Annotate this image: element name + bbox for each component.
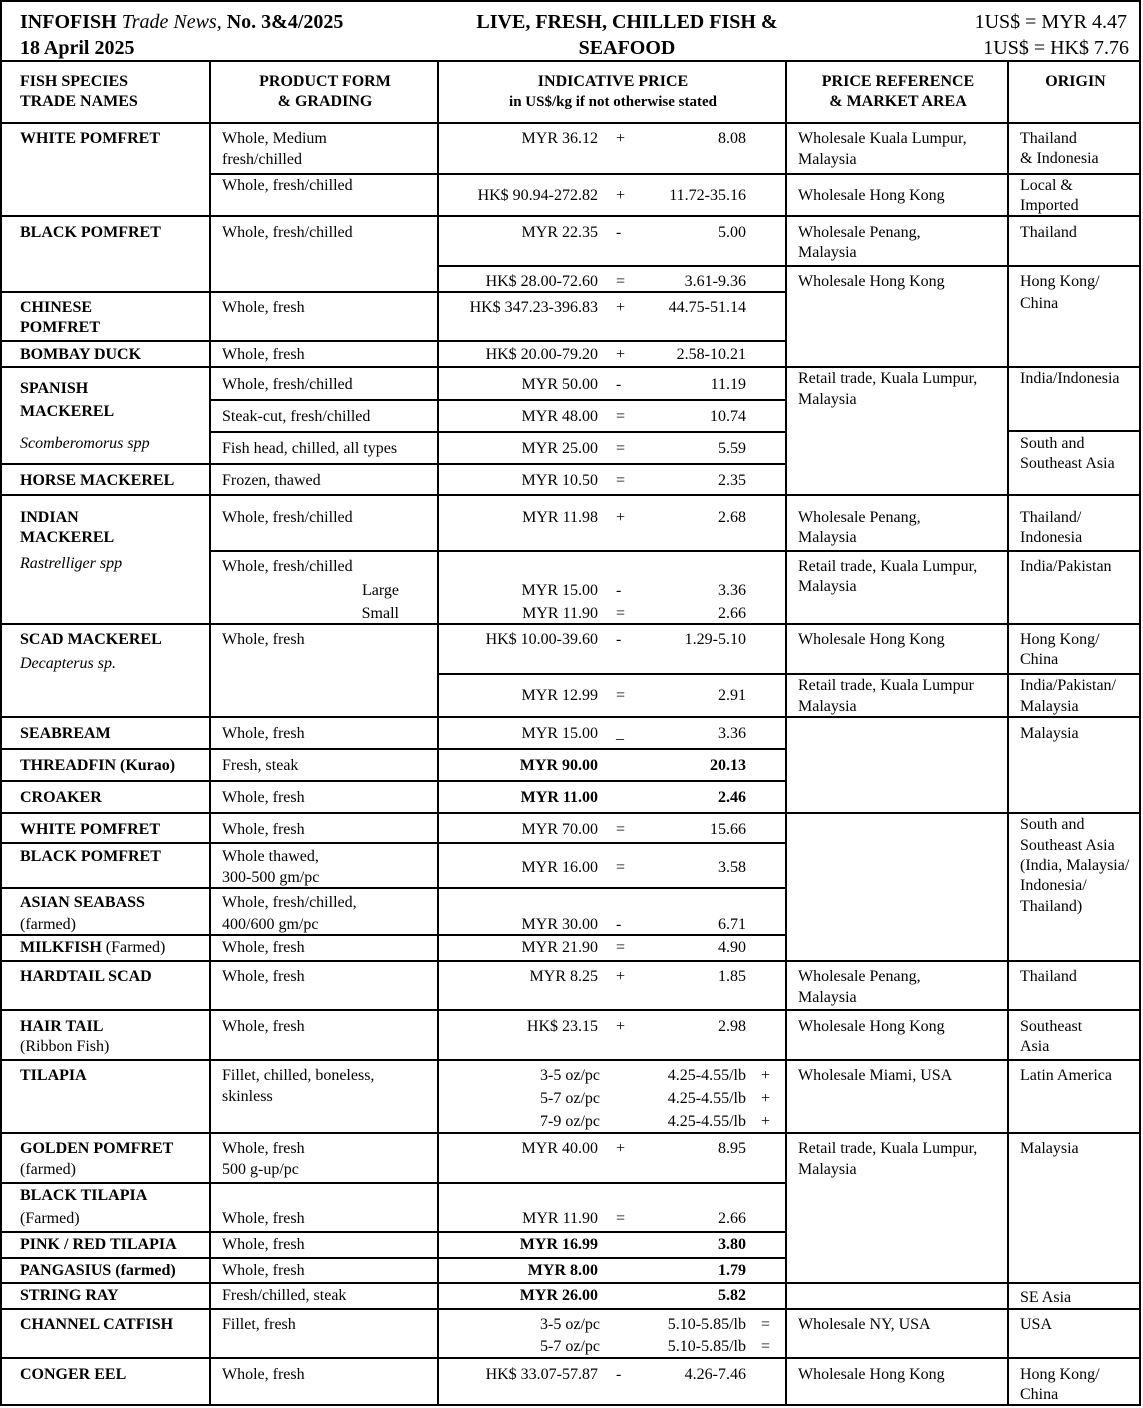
usd-price: 2.66: [718, 605, 746, 622]
species-name: BOMBAY DUCK: [20, 346, 142, 363]
usd-price: 5.10-5.85/lb: [667, 1316, 746, 1333]
price-change: =: [761, 1338, 771, 1355]
product-form: Frozen, thawed: [222, 472, 321, 489]
origin: Malaysia: [1020, 1140, 1079, 1157]
local-price: MYR 48.00: [521, 408, 598, 425]
product-form: Whole, Medium: [222, 130, 327, 147]
usd-price: 5.00: [718, 224, 746, 241]
price-change: +: [616, 1140, 626, 1157]
local-price: HK$ 33.07-57.87: [485, 1366, 598, 1383]
product-form: Whole, fresh: [222, 939, 305, 956]
product-form: Whole, fresh: [222, 1262, 305, 1279]
origin: Southeast Asia: [1020, 455, 1115, 472]
local-price: HK$ 347.23-396.83: [469, 299, 598, 316]
local-price: MYR 11.98: [522, 509, 598, 526]
usd-price: 4.25-4.55/lb: [667, 1067, 746, 1084]
local-price: HK$ 23.15: [526, 1018, 598, 1035]
publication-name: INFOFISH Trade News, No. 3&4/2025: [20, 11, 344, 33]
product-form: Fish head, chilled, all types: [222, 440, 398, 457]
product-form: Whole, fresh/chilled: [222, 376, 353, 393]
product-form: Whole, fresh: [222, 1366, 305, 1383]
product-form: Whole, fresh: [222, 299, 305, 316]
market-area: Malaysia: [798, 698, 857, 715]
usd-price: 15.66: [710, 821, 746, 838]
scientific-name: Scomberomorus spp: [20, 435, 150, 452]
usd-price: 1.85: [718, 968, 746, 985]
species-name: GOLDEN POMFRET: [20, 1140, 174, 1157]
local-price: MYR 21.90: [521, 939, 598, 956]
usd-price: 3.80: [718, 1236, 746, 1253]
species-name: WHITE POMFRET: [20, 821, 161, 838]
local-price: MYR 11.00: [520, 789, 598, 806]
species-note: (farmed): [20, 1161, 76, 1178]
origin: Thailand): [1020, 898, 1083, 915]
price-change: +: [761, 1067, 771, 1084]
usd-price: 2.46: [718, 789, 746, 806]
origin: China: [1020, 651, 1059, 668]
usd-price: 4.25-4.55/lb: [667, 1113, 746, 1130]
usd-price: 8.95: [718, 1140, 746, 1157]
product-form: Whole, fresh: [222, 821, 305, 838]
origin: (India, Malaysia/: [1020, 857, 1130, 874]
usd-price: 11.72-35.16: [669, 187, 746, 204]
species-name: HAIR TAIL: [20, 1018, 104, 1035]
origin: Thailand: [1020, 968, 1077, 985]
product-form: 500 g-up/pc: [222, 1161, 299, 1178]
price-change: =: [616, 687, 626, 704]
species-name: SCAD MACKEREL: [20, 631, 162, 648]
price-change: +: [616, 1018, 626, 1035]
local-price: MYR 22.35: [521, 224, 598, 241]
price-change: +: [616, 968, 626, 985]
price-change: +: [616, 346, 626, 363]
species-name: SEABREAM: [20, 725, 111, 742]
col-header-market: PRICE REFERENCE & MARKET AREA: [821, 73, 975, 110]
origin: Hong Kong/: [1020, 631, 1100, 648]
species-name: BLACK POMFRET: [20, 224, 161, 241]
product-form: skinless: [222, 1088, 273, 1105]
market-area: Malaysia: [798, 151, 857, 168]
usd-price: 2.35: [718, 472, 746, 489]
market-area: Malaysia: [798, 1161, 857, 1178]
usd-price: 2.58-10.21: [676, 346, 746, 363]
product-form: Whole, fresh: [222, 968, 305, 985]
price-change: =: [616, 859, 626, 876]
size-grade: 3-5 oz/pc: [540, 1316, 600, 1333]
local-price: MYR 15.00: [521, 582, 598, 599]
product-form: Whole, fresh: [222, 789, 305, 806]
product-form: Whole thawed,: [222, 848, 319, 865]
species-name: WHITE POMFRET: [20, 130, 161, 147]
product-form: Whole, fresh/chilled: [222, 224, 353, 241]
species-note: (Farmed): [20, 1210, 80, 1227]
col-header-species: FISH SPECIES TRADE NAMES: [20, 73, 138, 110]
size-grade: Large: [361, 582, 399, 599]
price-change: =: [616, 273, 626, 290]
market-area: Wholesale Penang,: [798, 224, 921, 241]
product-form: Fillet, chilled, boneless,: [222, 1067, 375, 1084]
usd-price: 1.29-5.10: [684, 631, 746, 648]
origin: Hong Kong/: [1020, 273, 1100, 290]
species-name: PANGASIUS (farmed): [20, 1262, 176, 1279]
origin: Thailand: [1020, 224, 1077, 241]
market-area: Malaysia: [798, 529, 857, 546]
local-price: MYR 30.00: [521, 916, 598, 933]
origin: India/Pakistan/: [1020, 677, 1116, 694]
size-grade: 5-7 oz/pc: [540, 1338, 600, 1355]
price-change: -: [616, 224, 622, 241]
species-name: HORSE MACKEREL: [20, 472, 175, 489]
col-header-price: INDICATIVE PRICE in US$/kg if not otherwise stated: [509, 73, 717, 110]
usd-price: 5.82: [718, 1287, 746, 1304]
price-change: +: [616, 509, 626, 526]
price-change: +: [616, 299, 626, 316]
size-grade: 7-9 oz/pc: [540, 1113, 600, 1130]
price-change: =: [616, 440, 626, 457]
origin: USA: [1020, 1316, 1053, 1333]
origin: Indonesia/: [1020, 877, 1087, 894]
market-area: Wholesale Hong Kong: [798, 273, 945, 290]
species-name: STRING RAY: [20, 1287, 119, 1304]
local-price: MYR 8.25: [529, 968, 598, 985]
origin: Malaysia: [1020, 725, 1079, 742]
origin: South and: [1020, 816, 1085, 833]
usd-price: 3.61-9.36: [684, 273, 746, 290]
species-name: TILAPIA: [20, 1067, 87, 1084]
product-form: Whole, fresh: [222, 1140, 305, 1157]
product-form: Steak-cut, fresh/chilled: [222, 408, 371, 425]
origin: Thailand: [1020, 130, 1077, 147]
origin: Malaysia: [1020, 698, 1079, 715]
local-price: MYR 50.00: [521, 376, 598, 393]
origin: Imported: [1020, 197, 1079, 214]
price-change: =: [616, 939, 626, 956]
local-price: MYR 15.00: [521, 725, 598, 742]
price-change: +: [616, 130, 626, 147]
species-name: MILKFISH (Farmed): [20, 939, 166, 956]
local-price: MYR 12.99: [521, 687, 598, 704]
market-area: Malaysia: [798, 244, 857, 261]
local-price: MYR 26.00: [519, 1287, 598, 1304]
price-change: -: [616, 376, 622, 393]
local-price: MYR 25.00: [521, 440, 598, 457]
local-price: MYR 16.00: [521, 859, 598, 876]
species-name: CHANNEL CATFISH: [20, 1316, 174, 1333]
scientific-name: Decapterus sp.: [20, 655, 116, 672]
usd-price: 20.13: [710, 757, 746, 774]
local-price: MYR 11.90: [522, 1210, 598, 1227]
usd-price: 2.98: [718, 1018, 746, 1035]
local-price: MYR 90.00: [519, 757, 598, 774]
price-change: +: [761, 1090, 771, 1107]
species-name: SPANISH: [20, 380, 89, 397]
size-grade: 5-7 oz/pc: [540, 1090, 600, 1107]
price-change: _: [616, 725, 624, 742]
origin: Southeast Asia: [1020, 837, 1115, 854]
usd-price: 2.91: [718, 687, 746, 704]
price-change: =: [616, 821, 626, 838]
species-name: MACKEREL: [20, 529, 115, 546]
price-change: -: [616, 1366, 622, 1383]
origin: Thailand/: [1020, 509, 1082, 526]
market-area: Wholesale NY, USA: [798, 1316, 931, 1333]
price-change: =: [616, 472, 626, 489]
species-name: POMFRET: [20, 319, 100, 336]
product-form: Whole, fresh: [222, 631, 305, 648]
local-price: MYR 40.00: [521, 1140, 598, 1157]
market-area: Retail trade, Kuala Lumpur: [798, 677, 974, 694]
usd-price: 6.71: [718, 916, 746, 933]
species-name: BLACK POMFRET: [20, 848, 161, 865]
exchange-rate-hkd: 1US$ = HK$ 7.76: [983, 37, 1129, 59]
market-area: Wholesale Hong Kong: [798, 1366, 945, 1383]
product-form: 400/600 gm/pc: [222, 916, 319, 933]
usd-price: 2.68: [718, 509, 746, 526]
size-grade: Small: [361, 605, 399, 622]
publication-date: 18 April 2025: [20, 37, 135, 59]
species-name: MACKEREL: [20, 403, 115, 420]
product-form: Whole, fresh: [222, 1210, 305, 1227]
origin: China: [1020, 295, 1059, 312]
table-title-line2: SEAFOOD: [578, 37, 676, 59]
product-form: Fresh, steak: [222, 757, 299, 774]
usd-price: 5.59: [718, 440, 746, 457]
price-change: -: [616, 916, 622, 933]
price-change: +: [616, 187, 626, 204]
market-area: Wholesale Penang,: [798, 968, 921, 985]
usd-price: 1.79: [718, 1262, 746, 1279]
local-price: MYR 8.00: [527, 1262, 598, 1279]
price-change: -: [616, 582, 622, 599]
origin: Local &: [1020, 177, 1073, 194]
species-name: HARDTAIL SCAD: [20, 968, 152, 985]
market-area: Retail trade, Kuala Lumpur,: [798, 1140, 978, 1157]
local-price: MYR 70.00: [521, 821, 598, 838]
origin: Hong Kong/: [1020, 1366, 1100, 1383]
col-header-origin: ORIGIN: [1045, 73, 1106, 90]
local-price: MYR 11.90: [522, 605, 598, 622]
species-note: (Ribbon Fish): [20, 1038, 110, 1055]
product-form: Whole, fresh/chilled,: [222, 894, 357, 911]
usd-price: 3.36: [718, 725, 746, 742]
species-name: ASIAN SEABASS: [20, 894, 145, 911]
origin: Indonesia: [1020, 529, 1083, 546]
product-form: 300-500 gm/pc: [222, 869, 320, 886]
market-area: Retail trade, Kuala Lumpur,: [798, 370, 978, 387]
species-note: (farmed): [20, 916, 76, 933]
scientific-name: Rastrelliger spp: [20, 555, 123, 572]
price-change: =: [616, 1210, 626, 1227]
origin: India/Indonesia: [1020, 370, 1120, 387]
usd-price: 4.90: [718, 939, 746, 956]
product-form: Whole, fresh: [222, 1018, 305, 1035]
local-price: HK$ 28.00-72.60: [485, 273, 598, 290]
market-area: Malaysia: [798, 578, 857, 595]
origin: South and: [1020, 435, 1085, 452]
species-name: THREADFIN (Kurao): [20, 757, 176, 774]
usd-price: 44.75-51.14: [668, 299, 746, 316]
market-area: Wholesale Hong Kong: [798, 187, 945, 204]
species-name: CROAKER: [20, 789, 102, 806]
market-area: Wholesale Hong Kong: [798, 631, 945, 648]
local-price: HK$ 90.94-272.82: [477, 187, 598, 204]
species-name: CHINESE: [20, 299, 93, 316]
market-area: Malaysia: [798, 391, 857, 408]
product-form: Whole, fresh/chilled: [222, 509, 353, 526]
product-form: Whole, fresh/chilled: [222, 177, 353, 194]
species-name: BLACK TILAPIA: [20, 1187, 148, 1204]
table-title: LIVE, FRESH, CHILLED FISH &: [476, 11, 778, 33]
origin: India/Pakistan: [1020, 558, 1112, 575]
usd-price: 4.25-4.55/lb: [667, 1090, 746, 1107]
usd-price: 5.10-5.85/lb: [667, 1338, 746, 1355]
product-form: Whole, fresh: [222, 346, 305, 363]
price-change: =: [616, 605, 626, 622]
market-area: Wholesale Penang,: [798, 509, 921, 526]
usd-price: 3.36: [718, 582, 746, 599]
price-change: =: [761, 1316, 771, 1333]
market-area: Wholesale Miami, USA: [798, 1067, 953, 1084]
price-change: =: [616, 408, 626, 425]
market-area: Retail trade, Kuala Lumpur,: [798, 558, 978, 575]
usd-price: 11.19: [710, 376, 746, 393]
origin: China: [1020, 1386, 1059, 1403]
product-form: fresh/chilled: [222, 151, 302, 168]
local-price: MYR 16.99: [519, 1236, 598, 1253]
usd-price: 3.58: [718, 859, 746, 876]
market-area: Wholesale Kuala Lumpur,: [798, 130, 967, 147]
origin: & Indonesia: [1020, 150, 1099, 167]
usd-price: 8.08: [718, 130, 746, 147]
species-name: PINK / RED TILAPIA: [20, 1236, 177, 1253]
origin: Southeast: [1020, 1018, 1083, 1035]
product-form: Whole, fresh/chilled: [222, 558, 353, 575]
local-price: HK$ 20.00-79.20: [485, 346, 598, 363]
product-form: Fillet, fresh: [222, 1316, 296, 1333]
origin: Asia: [1020, 1038, 1050, 1055]
species-name: CONGER EEL: [20, 1366, 127, 1383]
local-price: MYR 36.12: [521, 130, 598, 147]
origin: Latin America: [1020, 1067, 1112, 1084]
product-form: Whole, fresh: [222, 725, 305, 742]
price-change: -: [616, 631, 622, 648]
species-name: INDIAN: [20, 509, 79, 526]
local-price: MYR 10.50: [521, 472, 598, 489]
market-area: Malaysia: [798, 989, 857, 1006]
product-form: Whole, fresh: [222, 1236, 305, 1253]
price-change: +: [761, 1113, 771, 1130]
usd-price: 2.66: [718, 1210, 746, 1227]
origin: SE Asia: [1020, 1289, 1072, 1306]
exchange-rate-myr: 1US$ = MYR 4.47: [974, 11, 1127, 33]
size-grade: 3-5 oz/pc: [540, 1067, 600, 1084]
usd-price: 10.74: [710, 408, 746, 425]
market-area: Wholesale Hong Kong: [798, 1018, 945, 1035]
usd-price: 4.26-7.46: [684, 1366, 746, 1383]
col-header-product-form: PRODUCT FORM & GRADING: [259, 73, 391, 110]
product-form: Fresh/chilled, steak: [222, 1287, 347, 1304]
local-price: HK$ 10.00-39.60: [485, 631, 598, 648]
